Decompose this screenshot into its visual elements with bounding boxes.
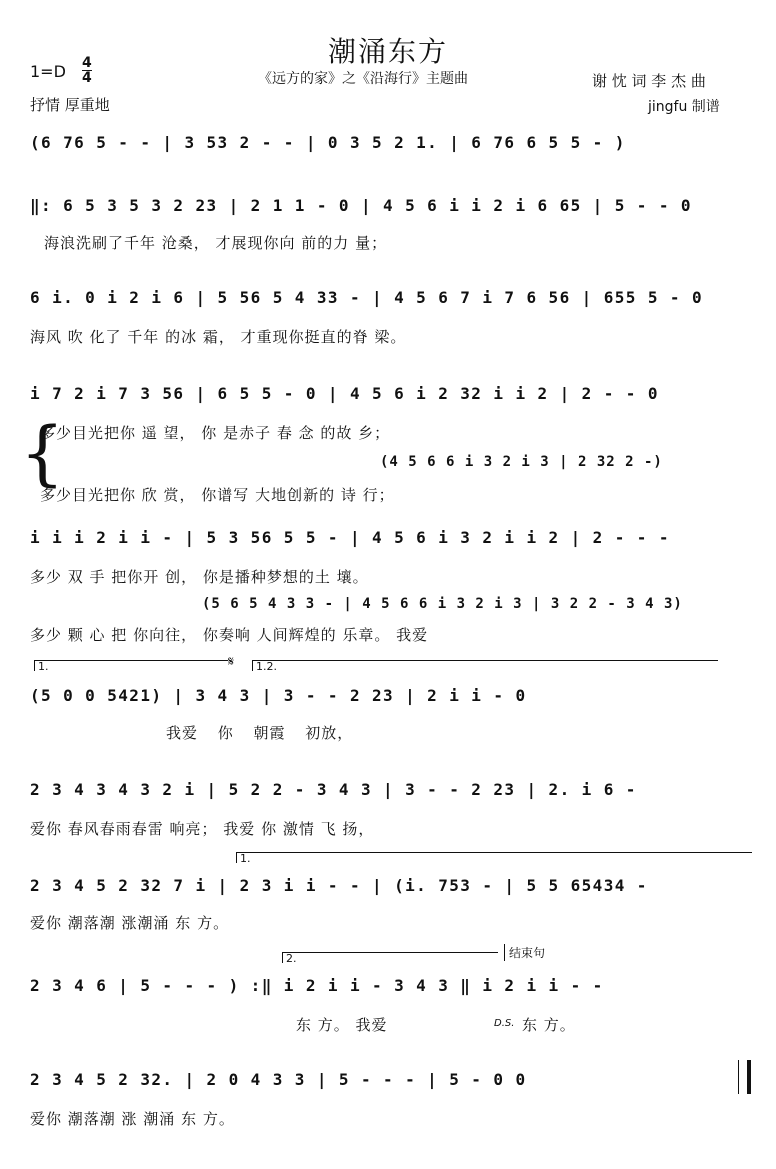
- lyrics-line-verse1: 多少目光把你 遥 望， 你 是赤子 春 念 的故 乡；: [40, 424, 391, 442]
- lyrics-line: 东 方。 我爱: [296, 1016, 388, 1034]
- lyrics-line: 爱你 潮落潮 涨 潮涌 东 方。: [30, 1110, 235, 1128]
- notation-line: (6 76 5 - - | 3 53 2 - - | 0 3 5 2 1. | 6 76 6 5 5 - ): [30, 133, 626, 152]
- time-bottom: 4: [82, 70, 92, 86]
- lyrics-line-verse1: 多少 双 手 把你开 创， 你是播种梦想的土 壤。: [30, 568, 369, 586]
- notation-line: 2 3 4 6 | 5 - - - ) :‖ i 2 i i - 3 4 3 ‖ i 2 i i - -: [30, 976, 604, 995]
- notation-line: ‖: 6 5 3 5 3 2 23 | 2 1 1 - 0 | 4 5 6 i i 2 i 6 65 | 5 - - 0: [30, 196, 692, 215]
- notation-line: i 7 2 i 7 3 56 | 6 5 5 - 0 | 4 5 6 i 2 32 i i 2 | 2 - - 0: [30, 384, 659, 403]
- notation-line: 2 3 4 3 4 3 2 i | 5 2 2 - 3 4 3 | 3 - - 2 23 | 2. i 6 -: [30, 780, 637, 799]
- final-barline: [738, 1060, 751, 1094]
- notation-line: i i i 2 i i - | 5 3 56 5 5 - | 4 5 6 i 3 2 i i 2 | 2 - - -: [30, 528, 670, 547]
- volta-second-ending: 1.2.: [252, 660, 718, 671]
- lyrics-line: 爱你 春风春雨春雷 响亮； 我爱 你 激情 飞 扬，: [30, 820, 375, 838]
- credits: 谢 忱 词 李 杰 曲: [592, 72, 706, 90]
- lyrics-line: 我爱 你 朝霞 初放，: [166, 724, 354, 742]
- ds-marking: D.S.: [494, 1018, 515, 1029]
- notation-line: (5 0 0 5421) | 3 4 3 | 3 - - 2 23 | 2 i i - 0: [30, 686, 527, 705]
- time-top: 4: [82, 55, 92, 71]
- lyrics-line-verse2: 多少目光把你 欣 赏， 你谱写 大地创新的 诗 行；: [40, 486, 395, 504]
- subtitle: 《远方的家》之《沿海行》主题曲: [258, 71, 468, 87]
- alt-notation: (5 6 5 4 3 3 - | 4 5 6 6 i 3 2 i 3 | 3 2 2 - 3 4 3): [202, 596, 683, 612]
- lyrics-line: 爱你 潮落潮 涨潮涌 东 方。: [30, 914, 230, 932]
- verse-brace: {: [20, 412, 65, 494]
- notation-line: 6 i. 0 i 2 i 6 | 5 56 5 4 33 - | 4 5 6 7 i 7 6 56 | 655 5 - 0: [30, 288, 704, 307]
- lyrics-line-end: 东 方。: [522, 1016, 576, 1034]
- arranger: jingfu 制谱: [648, 99, 720, 115]
- segno-sign: 𝄋: [228, 654, 235, 670]
- volta-first-ending: 1.: [236, 852, 752, 863]
- lyrics-line: 海风 吹 化了 千年 的冰 霜， 才重现你挺直的脊 梁。: [30, 328, 407, 346]
- lyrics-line-verse2: 多少 颗 心 把 你向往， 你奏响 人间辉煌的 乐章。 我爱: [30, 626, 429, 644]
- notation-line: 2 3 4 5 2 32 7 i | 2 3 i i - - | (i. 753 - | 5 5 65434 -: [30, 876, 648, 895]
- key-label: 1=D: [30, 62, 66, 81]
- time-signature: [82, 56, 92, 85]
- tempo-mood: 抒情 厚重地: [30, 96, 110, 114]
- notation-line: 2 3 4 5 2 32. | 2 0 4 3 3 | 5 - - - | 5 - 0 0: [30, 1070, 527, 1089]
- volta-second-ending: 2.: [282, 952, 498, 963]
- volta-first-ending: 1.: [34, 660, 228, 671]
- key-signature: [30, 62, 66, 81]
- coda-label: 结束句: [504, 944, 545, 961]
- song-title: 潮涌东方: [327, 35, 448, 68]
- alt-notation: (4 5 6 6 i 3 2 i 3 | 2 32 2 -): [380, 454, 663, 470]
- lyrics-line: 海浪洗刷了千年 沧桑， 才展现你向 前的力 量；: [44, 234, 388, 252]
